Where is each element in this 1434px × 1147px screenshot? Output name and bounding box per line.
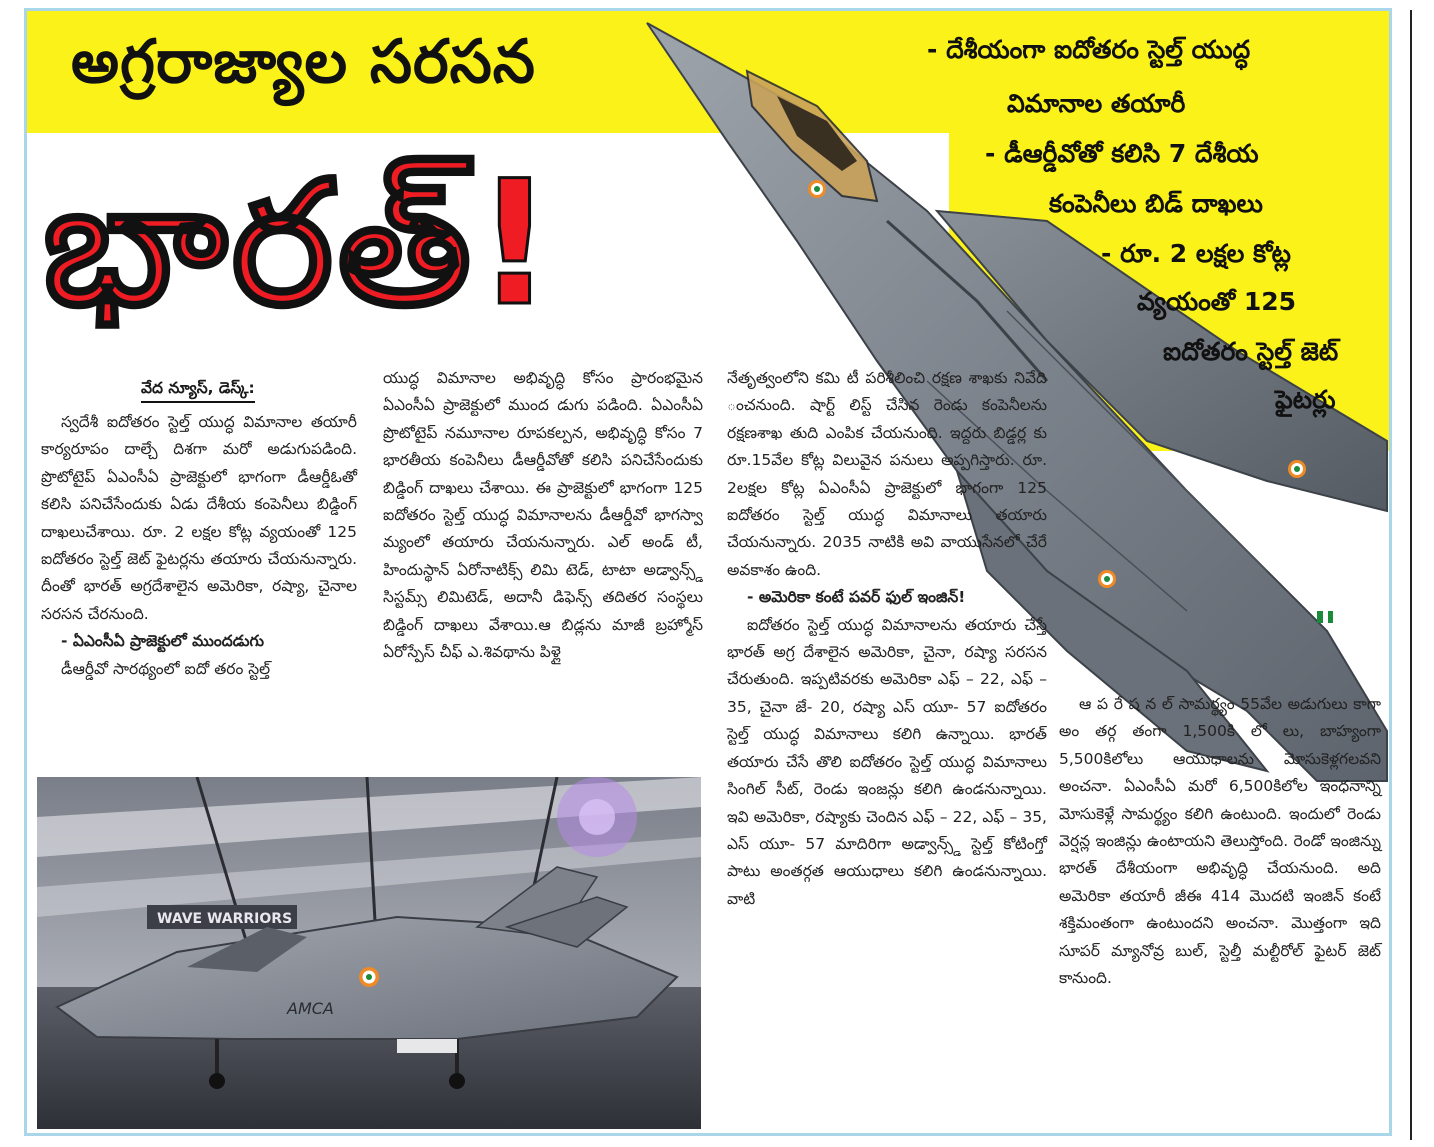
headline-main: భారత్!	[43, 143, 558, 344]
kicker-line: విమానాల తయారీ	[1007, 89, 1186, 118]
headline-top: అగ్రరాజ్యాల సరసన	[71, 27, 536, 97]
paragraph: స్వదేశీ ఐదోతరం స్టెల్త్ యుద్ధ విమానాల తయారీ కార్యరూపం దాల్చే దిశగా మరో అడుగుపడింది. ప్రొటోటైప్ ఏఎంసీఏ ప్రాజెక్టులో భాగంగా డీఆర్డీఓతో కలిసి పనిచేసేందుకు ఏడు దేశీయ కంపెనీలు బిడ్డింగ్ దాఖలుచేశాయి. రూ. 2 లక్షల కోట్ల వ్యయంతో 125 ఐదోతరం స్టెల్త్ జెట్ ఫైటర్లను తయారు చేయనున్నారు. దీంతో భారత్ అగ్రదేశాలైన అమెరికా, రష్యా, చైనాల సరసన చేరనుంది.	[41, 413, 357, 623]
paragraph: యుద్ధ విమానాల అభివృద్ధి కోసం ప్రారంభమైన ఏఎంసీఏ ప్రాజెక్టులో ముంద డుగు పడింది. ఏఎంసీఏ ప్రొటోటైప్ నమూనాల రూపకల్పన, అభివృద్ధి కోసం 7 భారతీయ కంపెనీలు డీఆర్డీవోతో కలిసి పనిచేసేందుకు బిడ్డింగ్ దాఖలు చేశాయి. ఈ ప్రాజెక్టులో భాగంగా 125 ఐదోతరం స్టెల్త్ యుద్ధ విమానాలను డీఆర్డీవో భాగస్వా మ్యంలో తయారు చేయనున్నారు. ఎల్ అండ్ టీ, హిందుస్థాన్ ఏరోనాటిక్స్ లిమి టెడ్, టాటా అడ్వాన్స్డ్ సిస్టమ్స్ లిమిటెడ్, అదానీ డిఫెన్స్ తదితర సంస్థలు బిడ్డింగ్ దాఖలు వేశాయి.ఆ బిడ్లను మాజీ బ్రహ్మోస్ ఏరోస్పేస్ చీఫ్ ఎ.శివథాను పిళ్లై	[383, 369, 703, 662]
kicker-line: - డీఆర్డీవోతో కలిసి 7 దేశీయ	[985, 139, 1259, 168]
kicker-line: ఐదోతరం స్టెల్త్ జెట్	[1163, 337, 1339, 366]
article-frame	[24, 8, 1392, 1136]
subheading: - ఏఎంసీఏ ప్రాజెక్టులో ముందడుగు	[61, 632, 264, 651]
byline: వేద న్యూస్, డెస్క్:	[141, 379, 255, 403]
photo-banner-text: WAVE WARRIORS	[157, 911, 293, 927]
article-column-4	[1059, 691, 1381, 992]
paragraph: డీఆర్డీవో సారథ్యంలో ఐదో తరం స్టెల్త్	[61, 659, 271, 678]
kicker-line: - రూ. 2 లక్షల కోట్ల	[1101, 239, 1291, 268]
kicker-line: - దేశీయంగా ఐదోతరం స్టెల్త్ యుద్ధ	[927, 35, 1251, 64]
page-right-rule	[1410, 10, 1412, 1140]
paragraph: ఐదోతరం స్టెల్త్ యుద్ధ విమానాలను తయారు చేస్తే భారత్ అగ్ర దేశాలైన అమెరికా, చైనా, రష్యా సరసన చేరుతుంది. ఇప్పటివరకు అమెరికా ఎఫ్ – 22, ఎఫ్ – 35, చైనా జే- 20, రష్యా ఎస్ యూ- 57 ఐదోతరం స్టెల్త్ యుద్ధ విమానాలు కలిగి ఉన్నాయి. భారత్ తయారు చేసే తొలి ఐదోతరం స్టెల్త్ యుద్ధ విమానాలు సింగిల్ సీట్, రెండు ఇంజన్లు కలిగి ఉండనున్నాయి. ఇవి అమెరికా, రష్యాకు చెందిన ఎఫ్ – 22, ఎఫ్ – 35, ఎస్ యూ- 57 మాదిరిగా అడ్వాన్స్డ్ స్టెల్త్ కోటింగ్తో పాటు అంతర్గత ఆయుధాలు కలిగి ఉండనున్నాయి. వాటి	[727, 615, 1047, 908]
amca-mockup-photo	[37, 777, 701, 1129]
aircraft-label: AMCA	[287, 999, 334, 1018]
kicker-line: కంపెనీలు బిడ్ దాఖలు	[1049, 189, 1263, 218]
subheading: - అమెరికా కంటే పవర్ ఫుల్ ఇంజిన్!	[747, 588, 966, 607]
paragraph: నేతృత్వంలోని కమి టీ పరిశీలించి రక్షణ శాఖకు నివేది ంచనుంది. షార్ట్ లిస్ట్ చేసిన రెండు కంపెనీలను రక్షణశాఖ తుది ఎంపిక చేయనుంది. ఇద్దరు బిడ్డర్ల కు రూ.15వేల కోట్ల విలువైన పనులు అప్పగిస్తారు. రూ. 2లక్షల కోట్ల ఏఎంసీఏ ప్రాజెక్టులో భాగంగా 125 ఐదోతరం స్టెల్త్ యుద్ధ విమానాలు తయారు చేయనున్నారు. 2035 నాటికి అవి వాయుసేనలో చేరే అవకాశం ఉంది.	[727, 369, 1047, 579]
article-column-3	[727, 365, 1047, 913]
paragraph: ఆ ప రే ష న ల్ సామర్థ్యం 55వేల అడుగులు కాగా అం తర్గ తంగా 1,500కి లో లు, బాహ్యంగా 5,500కిలోలు ఆయుధాలను మోసుకెళ్లగలవని అంచనా. ఏఎంసీఏ మరో 6,500కిలోల ఇంధనాన్ని మోసుకెళ్లే సామర్థ్యం కలిగి ఉంటుంది. ఇందులో రెండు వెర్షన్ల ఇంజిన్లు ఉంటాయని తెలుస్తోంది. రెండో ఇంజిన్ను భారత్ దేశీయంగా అభివృద్ధి చేయనుంది. అది అమెరికా తయారీ జీఈ 414 మొదటి ఇంజిన్ కంటే శక్తిమంతంగా ఉంటుందని అంచనా. మొత్తంగా ఇది సూపర్ మ్యానోవ్ర బుల్, స్టెల్తీ మల్టీరోల్ ఫైటర్ జెట్ కానుంది.	[1059, 695, 1381, 988]
kicker-line: వ్యయంతో 125	[1137, 287, 1297, 316]
kicker-line: ఫైటర్లు	[1275, 385, 1336, 414]
article-column-1	[41, 409, 357, 683]
article-column-2	[383, 365, 703, 666]
